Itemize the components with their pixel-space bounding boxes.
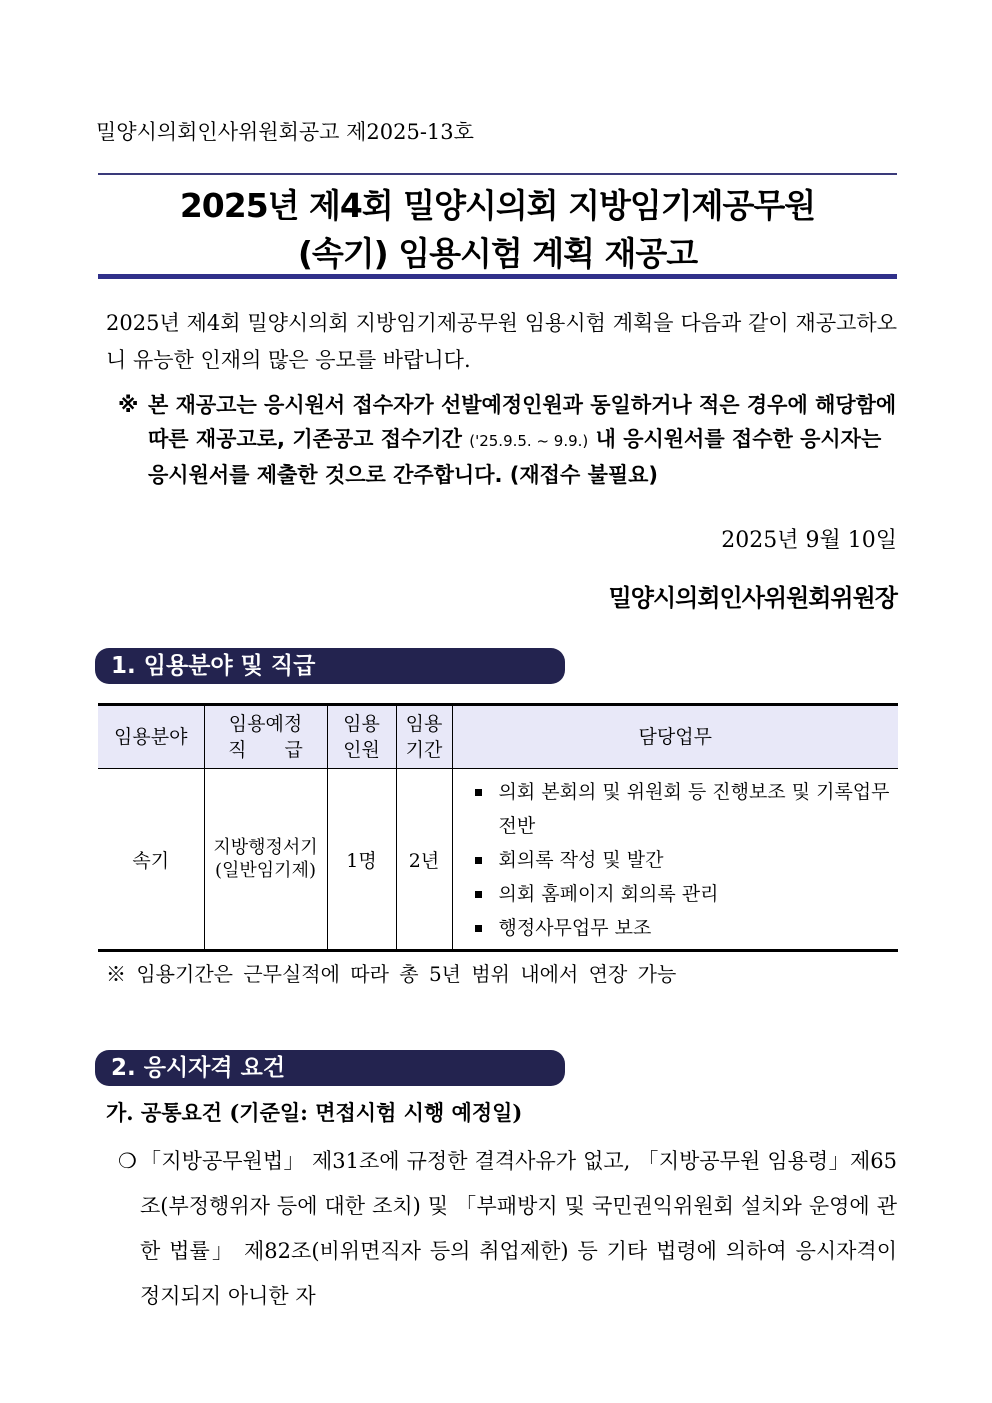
divider-thick <box>98 274 897 279</box>
requirement-text: 「지방공무원법」 제31조에 규정한 결격사유가 없고, 「지방공무원 임용령」제65조(부정행위자 등에 대한 조치) 및 「부패방지 및 국민권익위원회 설치와 운영에 관한 법률」 제82조(비위면직자 등의 취업제한) 등 기타 법령에 의하여 응시자격이 정지되지 아니한 자 <box>140 1149 897 1308</box>
header-count-l2: 인원 <box>343 739 380 761</box>
circle-bullet-icon: ❍ <box>118 1149 137 1173</box>
table-header-row <box>98 705 898 769</box>
header-period-l1: 임용 <box>405 713 443 735</box>
cell-grade <box>204 769 327 951</box>
section-heading-2: 2. 응시자격 요건 <box>95 1050 565 1086</box>
duty-item: 행정사무업무 보조 <box>471 911 899 945</box>
note-text-2: 내 응시원서를 접수한 응시자는 응시원서를 제출한 것으로 간주합니다. (재접수 불필요) <box>148 427 882 487</box>
header-period <box>396 705 452 769</box>
cell-duties <box>452 769 898 951</box>
signer: 밀양시의회인사위원회위원장 <box>608 584 897 612</box>
notice-date: 2025년 9월 10일 <box>721 528 897 553</box>
page-title-line2: (속기) 임용시험 계획 재공고 <box>297 234 698 273</box>
grade-l1: 지방행정서기 <box>213 837 318 858</box>
table-footnote: ※ 임용기간은 근무실적에 따라 총 5년 범위 내에서 연장 가능 <box>106 962 677 986</box>
page-title-line1: 2025년 제4회 밀양시의회 지방임기제공무원 <box>179 186 816 225</box>
cell-count: 1명 <box>327 769 396 951</box>
duty-item: 의회 본회의 및 위원회 등 진행보조 및 기록업무 전반 <box>471 775 899 843</box>
header-duties: 담당업무 <box>452 705 898 769</box>
note-period: ('25.9.5. ~ 9.9.) <box>469 432 589 450</box>
cell-field: 속기 <box>98 769 204 951</box>
subsection-heading: 가. 공통요건 (기준일: 면접시험 시행 예정일) <box>106 1100 523 1125</box>
header-count <box>327 705 396 769</box>
note-text-1: 본 재공고는 응시원서 접수자가 선발예정인원과 동일하거나 적은 경우에 해당함에 따른 재공고로, 기존공고 접수기간 <box>148 393 897 451</box>
header-count-l1: 임용 <box>343 713 380 735</box>
header-grade-l2: 직 급 <box>228 739 303 761</box>
duty-item: 회의록 작성 및 발간 <box>471 843 899 877</box>
divider <box>98 173 897 175</box>
requirement-item <box>118 1139 897 1319</box>
intro-paragraph: 2025년 제4회 밀양시의회 지방임기제공무원 임용시험 계획을 다음과 같이 재공고하오니 유능한 인재의 많은 응모를 바랍니다. <box>106 311 897 372</box>
position-table <box>98 703 898 952</box>
notice-number: 밀양시의회인사위원회공고 제2025-13호 <box>96 120 474 144</box>
table-row <box>98 769 898 951</box>
header-grade-l1: 임용예정 <box>228 713 303 735</box>
reference-mark: ※ <box>118 393 139 417</box>
grade-l2: (일반임기제) <box>215 860 316 881</box>
section-heading-1: 1. 임용분야 및 직급 <box>95 648 565 684</box>
header-field: 임용분야 <box>98 705 204 769</box>
reannouncement-note <box>118 388 897 492</box>
header-grade <box>204 705 327 769</box>
header-period-l2: 기간 <box>405 739 443 761</box>
duty-item: 의회 홈페이지 회의록 관리 <box>471 877 899 911</box>
cell-period: 2년 <box>396 769 452 951</box>
